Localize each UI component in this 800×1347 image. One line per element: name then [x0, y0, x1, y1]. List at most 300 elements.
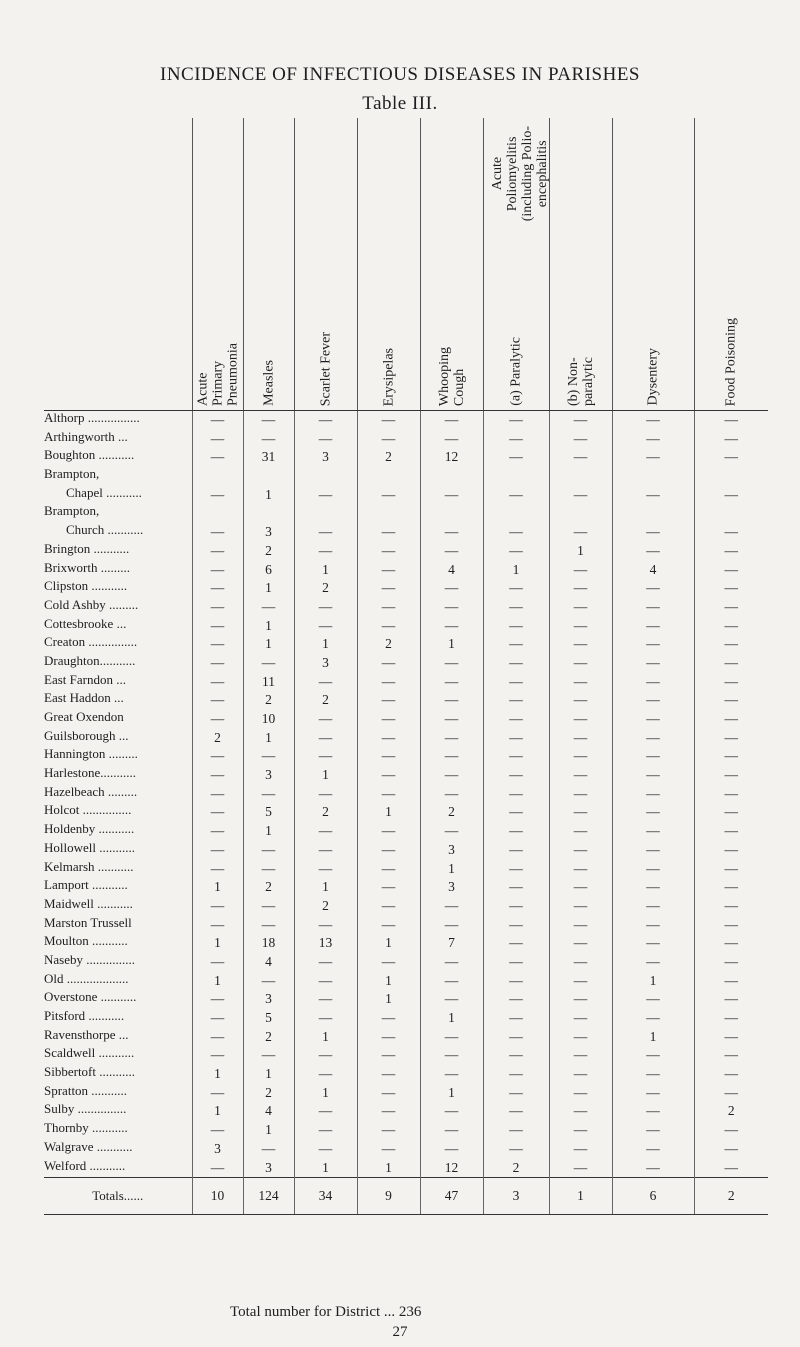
data-cell: — — [357, 654, 420, 673]
data-cell: — — [192, 822, 243, 841]
data-cell: — — [612, 747, 694, 766]
data-cell: 2 — [243, 1084, 294, 1103]
data-cell: — — [357, 710, 420, 729]
data-cell: — — [612, 1140, 694, 1159]
data-cell — [483, 504, 549, 523]
data-cell: — — [549, 1140, 612, 1159]
data-cell: 3 — [243, 766, 294, 785]
table-row — [44, 878, 768, 897]
parish-name: Harlestone........... — [44, 766, 137, 781]
data-cell: — — [612, 785, 694, 804]
table-row — [44, 766, 768, 785]
data-cell: — — [420, 1028, 483, 1047]
data-cell: — — [549, 860, 612, 879]
data-cell — [694, 467, 768, 486]
data-cell: — — [192, 486, 243, 505]
data-cell: — — [357, 1121, 420, 1140]
data-cell: — — [612, 448, 694, 467]
data-cell: — — [694, 411, 768, 430]
table-row — [44, 747, 768, 766]
data-cell — [549, 467, 612, 486]
data-cell: — — [549, 916, 612, 935]
parish-name: East Haddon ... — [44, 691, 124, 706]
data-cell: — — [612, 766, 694, 785]
data-cell: — — [549, 486, 612, 505]
data-cell: 18 — [243, 934, 294, 953]
data-cell: 3 — [243, 1159, 294, 1178]
data-cell: — — [549, 1121, 612, 1140]
data-cell: — — [612, 878, 694, 897]
data-cell: — — [549, 710, 612, 729]
data-cell: — — [294, 747, 357, 766]
data-cell: — — [192, 617, 243, 636]
parish-name: Cottesbrooke ... — [44, 616, 127, 631]
data-cell: — — [420, 1121, 483, 1140]
data-cell: — — [192, 579, 243, 598]
data-cell: — — [612, 916, 694, 935]
data-cell: 7 — [420, 934, 483, 953]
data-cell: — — [694, 878, 768, 897]
data-cell: — — [294, 710, 357, 729]
data-cell: — — [694, 1140, 768, 1159]
data-cell: — — [694, 430, 768, 449]
data-cell — [612, 504, 694, 523]
column-label: Whooping Cough — [436, 346, 467, 406]
parish-name: East Farndon ... — [44, 672, 126, 687]
data-cell: — — [549, 729, 612, 748]
data-cell: — — [357, 1065, 420, 1084]
data-cell: 2 — [192, 729, 243, 748]
data-cell: — — [694, 635, 768, 654]
data-cell: — — [612, 635, 694, 654]
parish-name: Church ........... — [66, 523, 144, 538]
data-cell: 1 — [612, 972, 694, 991]
data-cell: — — [694, 841, 768, 860]
data-cell: — — [192, 747, 243, 766]
data-cell: — — [549, 1065, 612, 1084]
data-cell: — — [357, 561, 420, 580]
parish-name: Hannington ......... — [44, 747, 138, 762]
table-row — [44, 953, 768, 972]
parish-name: Boughton ........... — [44, 448, 135, 463]
data-cell: 3 — [294, 654, 357, 673]
table-row — [44, 822, 768, 841]
data-cell: — — [612, 486, 694, 505]
data-cell: 4 — [243, 1102, 294, 1121]
table-row — [44, 1140, 768, 1159]
data-cell — [192, 467, 243, 486]
column-header — [357, 118, 420, 411]
parish-name: Brampton, — [44, 504, 100, 519]
data-cell: 1 — [192, 1102, 243, 1121]
data-cell: 4 — [420, 561, 483, 580]
data-cell: — — [357, 1084, 420, 1103]
data-cell: 10 — [243, 710, 294, 729]
data-cell: — — [192, 542, 243, 561]
parish-name: Sibbertoft ........... — [44, 1065, 135, 1080]
data-cell: — — [420, 990, 483, 1009]
data-cell: — — [483, 1121, 549, 1140]
data-cell: — — [612, 579, 694, 598]
data-cell: — — [294, 822, 357, 841]
parish-name: Pitsford ........... — [44, 1009, 125, 1023]
data-cell: 1 — [243, 1121, 294, 1140]
data-cell: — — [483, 747, 549, 766]
total-cell: 6 — [612, 1178, 694, 1215]
data-cell: — — [549, 1028, 612, 1047]
data-cell: — — [357, 860, 420, 879]
data-cell: — — [694, 916, 768, 935]
data-cell: — — [483, 598, 549, 617]
parish-name: Clipston ........... — [44, 579, 128, 594]
data-cell: — — [549, 448, 612, 467]
data-cell: 1 — [243, 635, 294, 654]
data-cell: — — [420, 916, 483, 935]
table-row — [44, 785, 768, 804]
data-cell: — — [549, 934, 612, 953]
data-cell: 1 — [357, 934, 420, 953]
data-cell: — — [694, 673, 768, 692]
data-cell: — — [192, 860, 243, 879]
data-cell: — — [483, 785, 549, 804]
column-header — [694, 118, 768, 411]
data-cell: — — [357, 579, 420, 598]
data-cell — [294, 467, 357, 486]
data-cell: — — [192, 654, 243, 673]
data-cell: 1 — [420, 635, 483, 654]
data-cell: — — [357, 841, 420, 860]
data-cell: — — [694, 448, 768, 467]
data-cell: — — [192, 1121, 243, 1140]
data-cell: — — [549, 1159, 612, 1178]
data-cell: — — [192, 803, 243, 822]
data-cell: — — [192, 448, 243, 467]
data-cell: — — [483, 448, 549, 467]
data-cell: — — [357, 1009, 420, 1028]
data-cell: 3 — [243, 523, 294, 542]
data-cell: 3 — [192, 1140, 243, 1159]
table-row — [44, 430, 768, 449]
table-row — [44, 635, 768, 654]
data-cell: — — [192, 1009, 243, 1028]
data-cell: 2 — [357, 635, 420, 654]
data-cell: — — [612, 990, 694, 1009]
data-cell: — — [420, 486, 483, 505]
column-label: Dysentery — [645, 348, 661, 406]
data-cell: — — [294, 860, 357, 879]
data-cell: — — [243, 897, 294, 916]
data-cell: — — [420, 1140, 483, 1159]
page-title: INCIDENCE OF INFECTIOUS DISEASES IN PARISHES — [160, 64, 640, 85]
table-row — [44, 504, 768, 523]
data-cell: 5 — [243, 803, 294, 822]
column-label: (b) Non- paralytic — [565, 357, 596, 406]
table-row — [44, 729, 768, 748]
data-cell: 2 — [483, 1159, 549, 1178]
data-cell: — — [612, 1065, 694, 1084]
data-cell: — — [483, 934, 549, 953]
data-cell: 11 — [243, 673, 294, 692]
data-cell: — — [483, 617, 549, 636]
data-cell: — — [192, 953, 243, 972]
data-cell: — — [694, 1159, 768, 1178]
data-cell: — — [549, 822, 612, 841]
data-cell: 1 — [294, 1084, 357, 1103]
data-cell: — — [357, 878, 420, 897]
data-cell: — — [192, 785, 243, 804]
data-cell: — — [612, 542, 694, 561]
data-cell: — — [694, 561, 768, 580]
parish-name: Moulton ........... — [44, 934, 128, 949]
total-cell: 2 — [694, 1178, 768, 1215]
parish-name: Brixworth ......... — [44, 560, 130, 575]
data-cell: 2 — [294, 691, 357, 710]
data-cell: — — [294, 1009, 357, 1028]
data-cell: — — [694, 542, 768, 561]
data-cell: — — [694, 691, 768, 710]
data-cell: — — [357, 785, 420, 804]
parish-name: Kelmarsh ........... — [44, 859, 134, 874]
data-cell: 31 — [243, 448, 294, 467]
data-cell — [294, 504, 357, 523]
data-cell: — — [420, 617, 483, 636]
parish-name: Old ................... — [44, 971, 129, 986]
data-cell: — — [294, 617, 357, 636]
data-cell — [549, 504, 612, 523]
data-cell: — — [294, 972, 357, 991]
data-cell: — — [694, 990, 768, 1009]
data-cell: 2 — [294, 897, 357, 916]
data-cell: — — [483, 673, 549, 692]
data-cell: — — [549, 523, 612, 542]
parish-name: Creaton ............... — [44, 635, 138, 650]
column-header — [483, 118, 549, 411]
data-cell: — — [549, 598, 612, 617]
data-cell: — — [192, 916, 243, 935]
total-cell: 124 — [243, 1178, 294, 1215]
parish-name: Guilsborough ... — [44, 728, 129, 743]
data-cell: — — [294, 785, 357, 804]
data-cell: — — [483, 635, 549, 654]
parish-name: Althorp ................ — [44, 410, 140, 425]
data-cell: — — [483, 916, 549, 935]
data-cell: 2 — [357, 448, 420, 467]
district-total: Total number for District ... 236 — [230, 1304, 422, 1320]
table-row — [44, 1102, 768, 1121]
data-cell: 1 — [243, 579, 294, 598]
table-row — [44, 691, 768, 710]
data-cell: — — [694, 803, 768, 822]
data-cell: — — [294, 486, 357, 505]
data-cell: — — [549, 1009, 612, 1028]
data-cell: — — [694, 617, 768, 636]
data-cell: — — [192, 598, 243, 617]
data-cell: — — [483, 803, 549, 822]
data-cell — [420, 504, 483, 523]
column-header — [243, 118, 294, 411]
data-cell: — — [694, 860, 768, 879]
data-cell: — — [612, 803, 694, 822]
data-cell: 1 — [357, 972, 420, 991]
data-cell: — — [243, 411, 294, 430]
data-cell: — — [357, 766, 420, 785]
parish-name: Draughton........... — [44, 653, 136, 668]
data-cell: — — [294, 953, 357, 972]
data-cell: — — [243, 1140, 294, 1159]
column-label: Measles — [261, 360, 276, 406]
data-cell: — — [420, 542, 483, 561]
data-cell: — — [294, 990, 357, 1009]
data-cell: 1 — [294, 766, 357, 785]
data-cell: — — [483, 710, 549, 729]
data-cell: — — [294, 430, 357, 449]
data-cell: — — [294, 411, 357, 430]
data-cell: — — [612, 934, 694, 953]
data-cell: 1 — [192, 972, 243, 991]
data-cell: — — [612, 430, 694, 449]
data-cell: — — [243, 747, 294, 766]
data-cell: 1 — [294, 561, 357, 580]
data-cell: — — [357, 1046, 420, 1065]
data-cell: — — [694, 486, 768, 505]
data-cell: — — [420, 1046, 483, 1065]
parish-name: Maidwell ........... — [44, 896, 133, 911]
data-cell: — — [357, 729, 420, 748]
data-cell: — — [549, 691, 612, 710]
data-cell: — — [549, 561, 612, 580]
page-number: 27 — [392, 1324, 408, 1340]
data-cell: 2 — [243, 691, 294, 710]
data-cell: — — [294, 1121, 357, 1140]
parish-name: Welford ........... — [44, 1158, 126, 1173]
data-cell: — — [357, 430, 420, 449]
data-cell: — — [357, 897, 420, 916]
parish-name: Walgrave ........... — [44, 1139, 133, 1154]
data-cell: — — [549, 579, 612, 598]
data-cell: — — [483, 486, 549, 505]
data-cell: — — [420, 766, 483, 785]
data-cell: — — [420, 953, 483, 972]
data-cell: — — [483, 1028, 549, 1047]
data-cell: — — [694, 523, 768, 542]
data-cell: — — [612, 860, 694, 879]
data-cell: 1 — [243, 486, 294, 505]
total-cell: 34 — [294, 1178, 357, 1215]
data-cell: — — [192, 673, 243, 692]
data-cell: 2 — [243, 1028, 294, 1047]
data-cell: — — [694, 579, 768, 598]
parish-name: Brampton, — [44, 467, 100, 482]
total-cell: 3 — [483, 1178, 549, 1215]
data-cell: — — [192, 841, 243, 860]
table-row — [44, 411, 768, 430]
data-cell: — — [483, 1102, 549, 1121]
table-row — [44, 916, 768, 935]
data-cell: 6 — [243, 561, 294, 580]
parish-name: Naseby ............... — [44, 952, 135, 967]
data-cell: — — [483, 953, 549, 972]
data-cell: — — [612, 710, 694, 729]
parish-name: Cold Ashby ......... — [44, 597, 139, 612]
parish-name: Holdenby ........... — [44, 822, 135, 837]
total-cell: 1 — [549, 1178, 612, 1215]
table-row — [44, 1028, 768, 1047]
data-cell: 2 — [243, 542, 294, 561]
data-cell: — — [357, 598, 420, 617]
table-row — [44, 990, 768, 1009]
parish-name: Chapel ........... — [66, 485, 142, 500]
data-cell: — — [694, 729, 768, 748]
parish-name: Hollowell ........... — [44, 840, 135, 855]
column-label: Acute Primary Pneumonia — [195, 343, 240, 406]
data-cell: — — [357, 1028, 420, 1047]
data-cell: — — [694, 1028, 768, 1047]
data-cell: 2 — [420, 803, 483, 822]
data-cell: — — [549, 972, 612, 991]
data-cell: — — [294, 729, 357, 748]
data-cell: — — [243, 1046, 294, 1065]
data-cell: — — [549, 897, 612, 916]
data-cell: — — [192, 897, 243, 916]
data-cell: 1 — [357, 990, 420, 1009]
data-cell: — — [357, 916, 420, 935]
data-cell: — — [357, 747, 420, 766]
data-cell: — — [243, 860, 294, 879]
column-label: Scarlet Fever — [318, 331, 333, 406]
data-cell: 2 — [243, 878, 294, 897]
parish-name: Great Oxendon — [44, 710, 124, 724]
data-cell: — — [549, 785, 612, 804]
data-cell: — — [612, 729, 694, 748]
data-cell: 4 — [612, 561, 694, 580]
data-cell: — — [612, 598, 694, 617]
data-cell: — — [483, 878, 549, 897]
data-cell: — — [483, 411, 549, 430]
table-row — [44, 598, 768, 617]
data-cell — [357, 504, 420, 523]
data-cell: — — [483, 990, 549, 1009]
data-cell: — — [483, 1009, 549, 1028]
data-cell: — — [694, 1065, 768, 1084]
parish-name: Scaldwell ........... — [44, 1046, 135, 1061]
table-row — [44, 972, 768, 991]
data-cell: 1 — [294, 635, 357, 654]
data-cell: — — [694, 1009, 768, 1028]
table-row — [44, 1159, 768, 1178]
data-cell: — — [694, 766, 768, 785]
parish-name: Hazelbeach ......... — [44, 784, 138, 799]
data-cell: — — [420, 430, 483, 449]
data-cell: — — [243, 598, 294, 617]
data-cell: — — [192, 523, 243, 542]
data-cell: — — [483, 1046, 549, 1065]
data-cell: — — [357, 542, 420, 561]
data-cell: 5 — [243, 1009, 294, 1028]
data-cell: — — [612, 841, 694, 860]
data-cell: 1 — [549, 542, 612, 561]
data-cell: — — [243, 972, 294, 991]
table-row — [44, 1009, 768, 1028]
data-cell: — — [549, 953, 612, 972]
column-header — [420, 118, 483, 411]
data-cell: — — [612, 1046, 694, 1065]
table-row — [44, 1121, 768, 1140]
data-cell: — — [420, 523, 483, 542]
data-cell — [192, 504, 243, 523]
data-cell: — — [694, 822, 768, 841]
data-cell: — — [483, 860, 549, 879]
data-cell: — — [294, 1065, 357, 1084]
